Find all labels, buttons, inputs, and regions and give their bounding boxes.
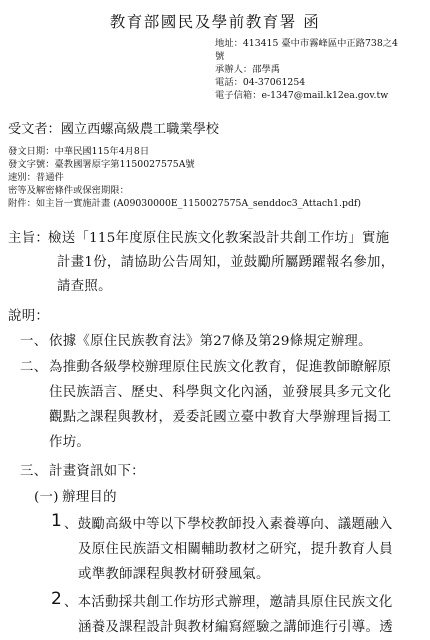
- document-title: 教育部國民及學前教育署 函: [109, 13, 321, 31]
- subject-line-2: 計畫1份，請協助公告周知，並鼓勵所屬踴躍報名參加，: [57, 255, 395, 270]
- contact-person: 承辦人：邵學禹: [215, 64, 281, 75]
- contact-email[interactable]: 電子信箱：e-1347@mail.k12ea.gov.tw: [215, 90, 389, 101]
- sender-address-line2: 號: [215, 51, 225, 62]
- sender-address-line1: 地址：413415 臺中市霧峰區中正路738之4: [215, 38, 398, 49]
- subject-line-3: 請查照。: [57, 279, 112, 294]
- contact-phone: 電話：04-37061254: [215, 77, 306, 88]
- item-2-line-3: 觀點之課程與教材，爰委託國立臺中教育大學辦理旨揭工: [49, 410, 392, 425]
- recipient-name: 國立西螺高級農工職業學校: [60, 122, 219, 137]
- item-3-text: 計畫資訊如下：: [49, 464, 145, 479]
- item-1-line-1: 依據《原住民族教育法》第27條及第29條規定辦理。: [49, 334, 372, 349]
- item-3-marker: 三、: [20, 464, 48, 479]
- issue-date: 發文日期：中華民國115年4月8日: [8, 146, 150, 157]
- delivery-speed: 速別：普通件: [8, 172, 64, 183]
- item-2-line-1: 為推動各級學校辦理原住民族文化教育，促進教師瞭解原: [49, 360, 392, 375]
- secrecy-level: 密等及解密條件或保密期限：: [8, 185, 129, 196]
- attachment-link[interactable]: 附件：如主旨一實施計畫 (A09030000E_1150027575A_senddoc3_Attach1.pdf): [8, 198, 361, 209]
- point-1-line-2: 及原住民族語文相關輔助教材之研究，提升教育人員: [78, 542, 393, 557]
- subject-line-1: 檢送「115年度原住民族文化教案設計共創工作坊」實施: [48, 231, 390, 246]
- item-2-marker: 二、: [20, 360, 48, 375]
- point-2-line-2: 涵養及課程設計與教材編寫經驗之講師進行引導。透: [78, 620, 393, 635]
- recipient-label: 受文者：: [8, 122, 61, 137]
- sub-item-1-marker: (一): [34, 490, 59, 505]
- explanation-label: 說明：: [8, 309, 50, 324]
- point-2-marker: 2: [51, 589, 62, 609]
- subject-label: 主旨：: [8, 231, 50, 246]
- item-1-marker: 一、: [20, 334, 48, 349]
- item-2-line-4: 作坊。: [49, 435, 91, 450]
- recipient-line: [8, 118, 219, 137]
- point-2-line-1: 、本活動採共創工作坊形式辦理，邀請具原住民族文化: [64, 595, 393, 610]
- point-1-line-1: 、鼓勵高級中等以下學校教師投入素養導向、議題融入: [64, 517, 393, 532]
- sub-item-1-text: 辦理目的: [62, 490, 117, 505]
- point-1-marker: 1: [51, 511, 62, 531]
- point-1-line-3: 或準教師課程與教材研發風氣。: [78, 567, 270, 582]
- document-number: 發文字號：臺教國署原字第1150027575A號: [8, 159, 195, 170]
- item-2-line-2: 住民族語言、歷史、科學與文化內涵，並發展具多元文化: [49, 385, 392, 400]
